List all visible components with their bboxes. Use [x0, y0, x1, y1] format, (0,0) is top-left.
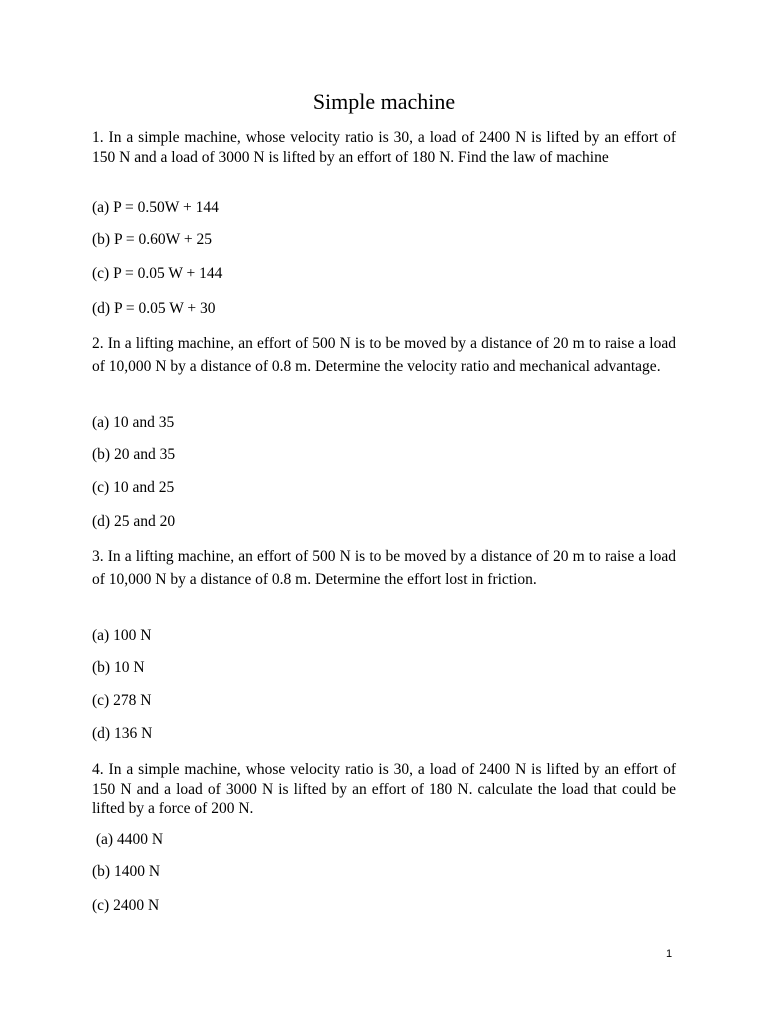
question-2-option-c: (c) 10 and 25 — [92, 479, 175, 496]
question-3-option-b: (b) 10 N — [92, 659, 145, 676]
question-4-text: 4. In a simple machine, whose velocity ratio is 30, a load of 2400 N is lifted by an effort of 150 N and a load of 3000 N is lifted by an effort of 180 N. calculate the load that could be lifted by a force of 200 N. — [92, 761, 676, 817]
page-number: 1 — [666, 948, 673, 960]
question-1-option-b: (b) P = 0.60W + 25 — [92, 231, 212, 248]
question-2-option-b: (b) 20 and 35 — [92, 446, 176, 463]
question-3-option-d: (d) 136 N — [92, 725, 153, 742]
question-2-text: 2. In a lifting machine, an effort of 500 N is to be moved by a distance of 20 m to raise a load of 10,000 N by a distance of 0.8 m. Determine the velocity ratio and mechanical advantage. — [92, 335, 676, 375]
page-title: Simple machine — [312, 89, 456, 114]
question-4-option-c: (c) 2400 N — [92, 897, 160, 914]
question-1-option-a: (a) P = 0.50W + 144 — [92, 199, 219, 216]
question-4-option-a: (a) 4400 N — [92, 831, 164, 848]
question-4-option-b: (b) 1400 N — [92, 863, 161, 880]
question-2-option-a: (a) 10 and 35 — [92, 414, 175, 431]
question-1-text: 1. In a simple machine, whose velocity ratio is 30, a load of 2400 N is lifted by an effort of 150 N and a load of 3000 N is lifted by an effort of 180 N. Find the law of machine — [92, 129, 676, 166]
question-3-option-a: (a) 100 N — [92, 627, 152, 644]
question-2-option-d: (d) 25 and 20 — [92, 513, 176, 530]
question-3-text: 3. In a lifting machine, an effort of 500 N is to be moved by a distance of 20 m to raise a load of 10,000 N by a distance of 0.8 m. Determine the effort lost in friction. — [92, 548, 676, 588]
question-1-option-d: (d) P = 0.05 W + 30 — [92, 300, 216, 317]
question-1-option-c: (c) P = 0.05 W + 144 — [92, 265, 223, 282]
question-3-option-c: (c) 278 N — [92, 692, 152, 709]
